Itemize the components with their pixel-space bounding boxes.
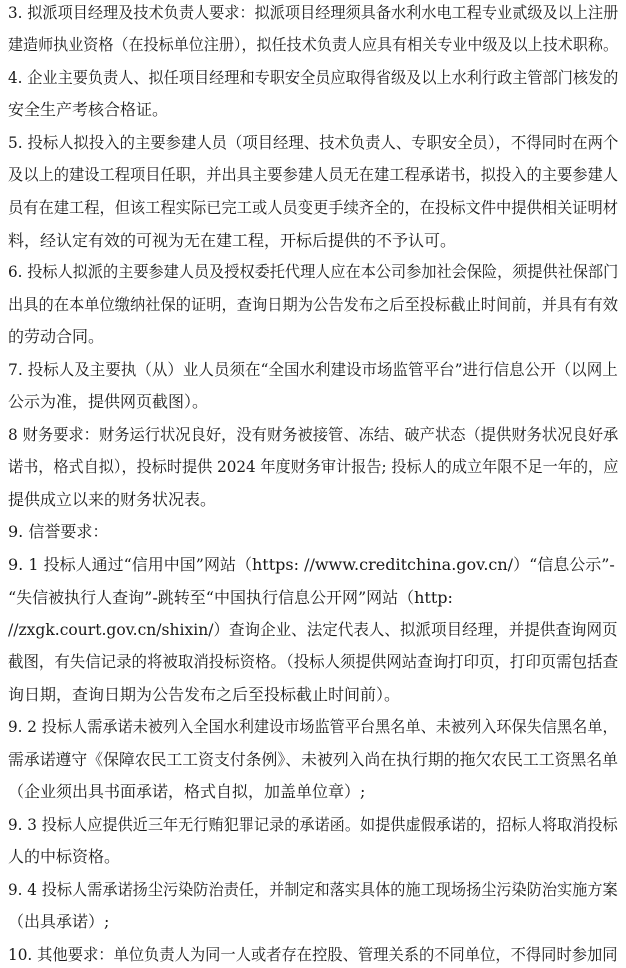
text-line: 人的中标资格。 (8, 847, 121, 866)
text-line: 3. 拟派项目经理及技术负责人要求：拟派项目经理须具备水利水电工程专业贰级及以上注册 (8, 3, 619, 22)
text-line: 员有在建工程，但该工程实际已完工或人员变更手续齐全的，在投标文件中提供相关证明材 (8, 198, 618, 217)
text-line: 9. 2 投标人需承诺未被列入全国水利建设市场监管平台黑名单、未被列入环保失信黑名单， (8, 717, 618, 736)
text-line: //zxgk.court.gov.cn/shixin/）查询企业、法定代表人、拟派项目经理，并提供查询网页 (8, 620, 618, 639)
text-line: 料，经认定有效的可视为无在建工程，开标后提供的不予认可。 (8, 231, 457, 250)
text-line: （出具承诺）; (8, 912, 110, 931)
text-line: 询日期，查询日期为公告发布之后至投标截止时间前）。 (8, 685, 401, 704)
text-line: 9. 1 投标人通过“信用中国”网站（https: //www.creditchina.gov.cn/）“信息公示”- (8, 555, 615, 574)
text-line: 诺书，格式自拟），投标时提供 2024 年度财务审计报告; 投标人的成立年限不足一年的，应 (8, 457, 619, 476)
text-line: 提供成立以来的财务状况表。 (8, 490, 217, 509)
text-line: 9. 信誉要求： (8, 522, 109, 541)
text-line: 9. 4 投标人需承诺扬尘污染防治责任，并制定和落实具体的施工现场扬尘污染防治实施方案 (8, 880, 618, 899)
text-line: 4. 企业主要负责人、拟任项目经理和专职安全员应取得省级及以上水利行政主管部门核发的 (8, 68, 619, 87)
text-line: 截图，有失信记录的将被取消投标资格。（投标人须提供网站查询打印页，打印页需包括查 (8, 652, 619, 671)
text-line: “失信被执行人查询”-跳转至“中国执行信息公开网”网站（http: (8, 588, 453, 607)
text-line: 6. 投标人拟派的主要参建人员及授权委托代理人应在本公司参加社会保险，须提供社保部门 (8, 262, 619, 281)
text-line: 7. 投标人及主要执（从）业人员须在“全国水利建设市场监管平台”进行信息公开（以网上 (8, 360, 618, 379)
text-line: 及以上的建设工程项目任职，并出具主要参建人员无在建工程承诺书，拟投入的主要参建人 (8, 165, 618, 184)
text-line: （企业须出具书面承诺，格式自拟，加盖单位章）; (8, 782, 366, 801)
text-line: 8 财务要求：财务运行状况良好，没有财务被接管、冻结、破产状态（提供财务状况良好承 (8, 425, 619, 444)
text-line: 出具的在本单位缴纳社保的证明，查询日期为公告发布之后至投标截止时间前，并具有有效 (8, 295, 618, 314)
text-line: 公示为准，提供网页截图）。 (8, 392, 209, 411)
text-line: 需承诺遵守《保障农民工工资支付条例》、未被列入尚在执行期的拖欠农民工工资黑名单 (8, 750, 619, 769)
text-line: 的劳动合同。 (8, 327, 105, 346)
text-line: 5. 投标人拟投入的主要参建人员（项目经理、技术负责人、专职安全员），不得同时在两个 (8, 133, 619, 152)
text-line: 安全生产考核合格证。 (8, 100, 169, 119)
text-line: 建造师执业资格（在投标单位注册），拟任技术负责人应具有相关专业中级及以上技术职称。 (8, 35, 619, 54)
text-line: 10. 其他要求：单位负责人为同一人或者存在控股、管理关系的不同单位，不得同时参加同 (8, 945, 618, 964)
text-line: 9. 3 投标人应提供近三年无行贿犯罪记录的承诺函。如提供虚假承诺的，招标人将取消投标 (8, 815, 618, 834)
